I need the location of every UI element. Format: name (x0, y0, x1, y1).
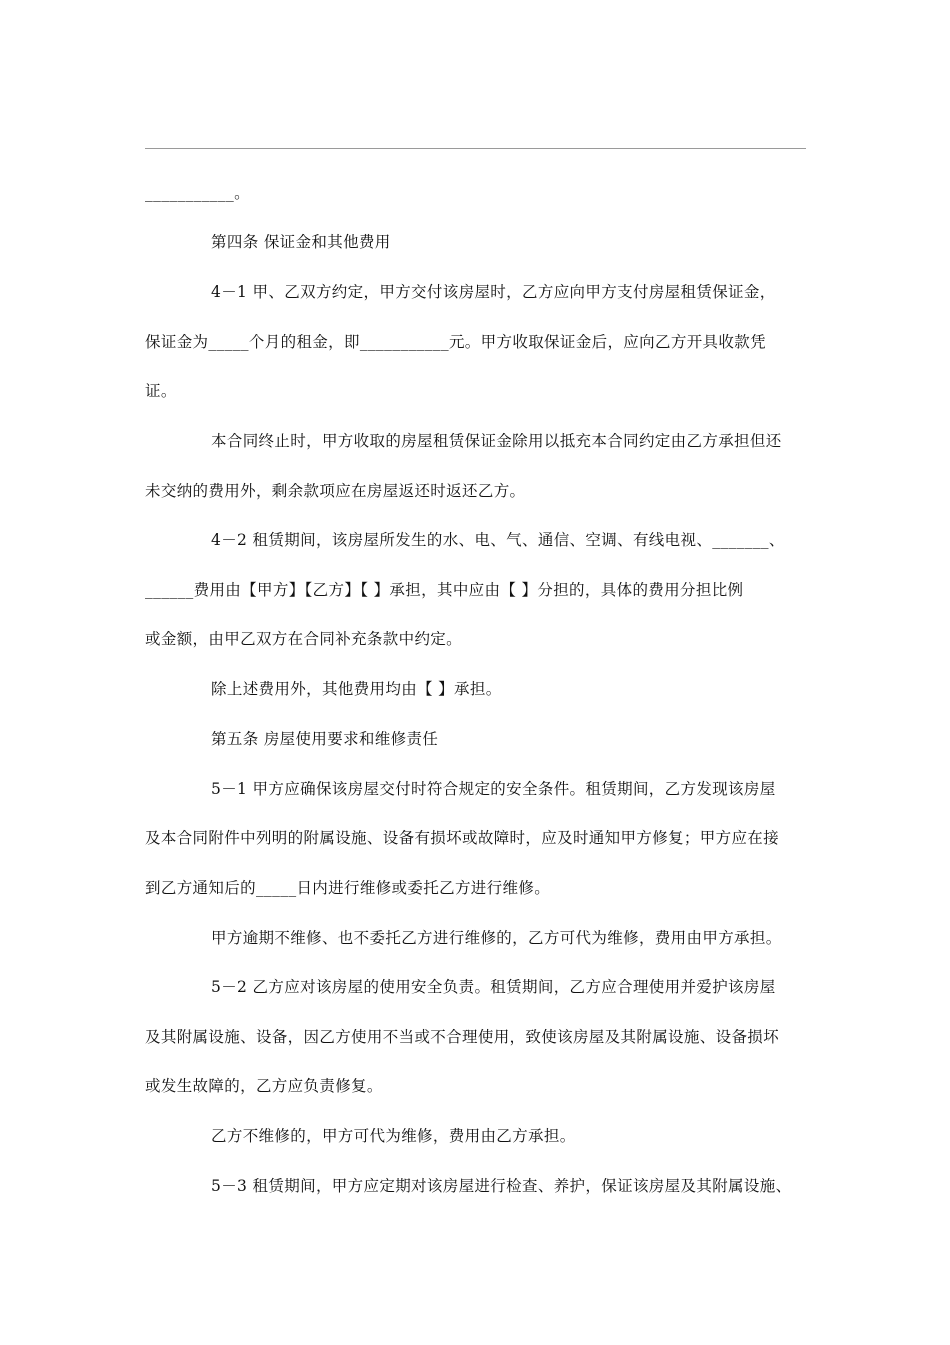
clause-5-2-line-1: 5－2 乙方应对该房屋的使用安全负责。租赁期间，乙方应合理使用并爱护该房屋 (211, 978, 776, 996)
landlord-overdue-line: 甲方逾期不维修、也不委托乙方进行维修的，乙方可代为维修，费用由甲方承担。 (211, 929, 782, 947)
article-4-heading: 第四条 保证金和其他费用 (211, 233, 391, 251)
header-divider (145, 148, 806, 149)
clause-5-3-line-1: 5－3 租赁期间，甲方应定期对该房屋进行检查、养护，保证该房屋及其附属设施、 (211, 1177, 792, 1195)
clause-4-1-line-1: 4－1 甲、乙双方约定，甲方交付该房屋时，乙方应向甲方支付房屋租赁保证金， (211, 283, 776, 301)
other-fees-line: 除上述费用外，其他费用均由【 】承担。 (211, 680, 502, 698)
deposit-termination-line-2: 未交纳的费用外，剩余款项应在房屋返还时返还乙方。 (145, 482, 526, 500)
tenant-no-repair-line: 乙方不维修的，甲方可代为维修，费用由乙方承担。 (211, 1127, 576, 1145)
clause-5-1-line-1: 5－1 甲方应确保该房屋交付时符合规定的安全条件。租赁期间，乙方发现该房屋 (211, 780, 776, 798)
clause-5-2-line-2: 及其附属设施、设备，因乙方使用不当或不合理使用，致使该房屋及其附属设施、设备损坏 (145, 1028, 780, 1046)
clause-4-1-line-2: 保证金为_____个月的租金，即___________元。甲方收取保证金后，应向乙方开具收款凭 (145, 333, 766, 351)
blank-fill-line: ___________。 (145, 184, 250, 202)
clause-4-2-line-2: ______费用由【甲方】【乙方】【 】承担，其中应由【 】分担的，具体的费用分担比例 (145, 581, 744, 599)
clause-5-1-line-2: 及本合同附件中列明的附属设施、设备有损坏或故障时，应及时通知甲方修复；甲方应在接 (145, 829, 780, 847)
article-5-heading: 第五条 房屋使用要求和维修责任 (211, 730, 439, 748)
deposit-termination-line-1: 本合同终止时，甲方收取的房屋租赁保证金除用以抵充本合同约定由乙方承担但还 (211, 432, 782, 450)
clause-4-1-line-3: 证。 (145, 382, 177, 400)
clause-4-2-line-1: 4－2 租赁期间，该房屋所发生的水、电、气、通信、空调、有线电视、_______、 (211, 531, 785, 549)
clause-5-2-line-3: 或发生故障的，乙方应负责修复。 (145, 1077, 383, 1095)
clause-4-2-line-3: 或金额，由甲乙双方在合同补充条款中约定。 (145, 630, 463, 648)
clause-5-1-line-3: 到乙方通知后的_____日内进行维修或委托乙方进行维修。 (145, 879, 551, 897)
